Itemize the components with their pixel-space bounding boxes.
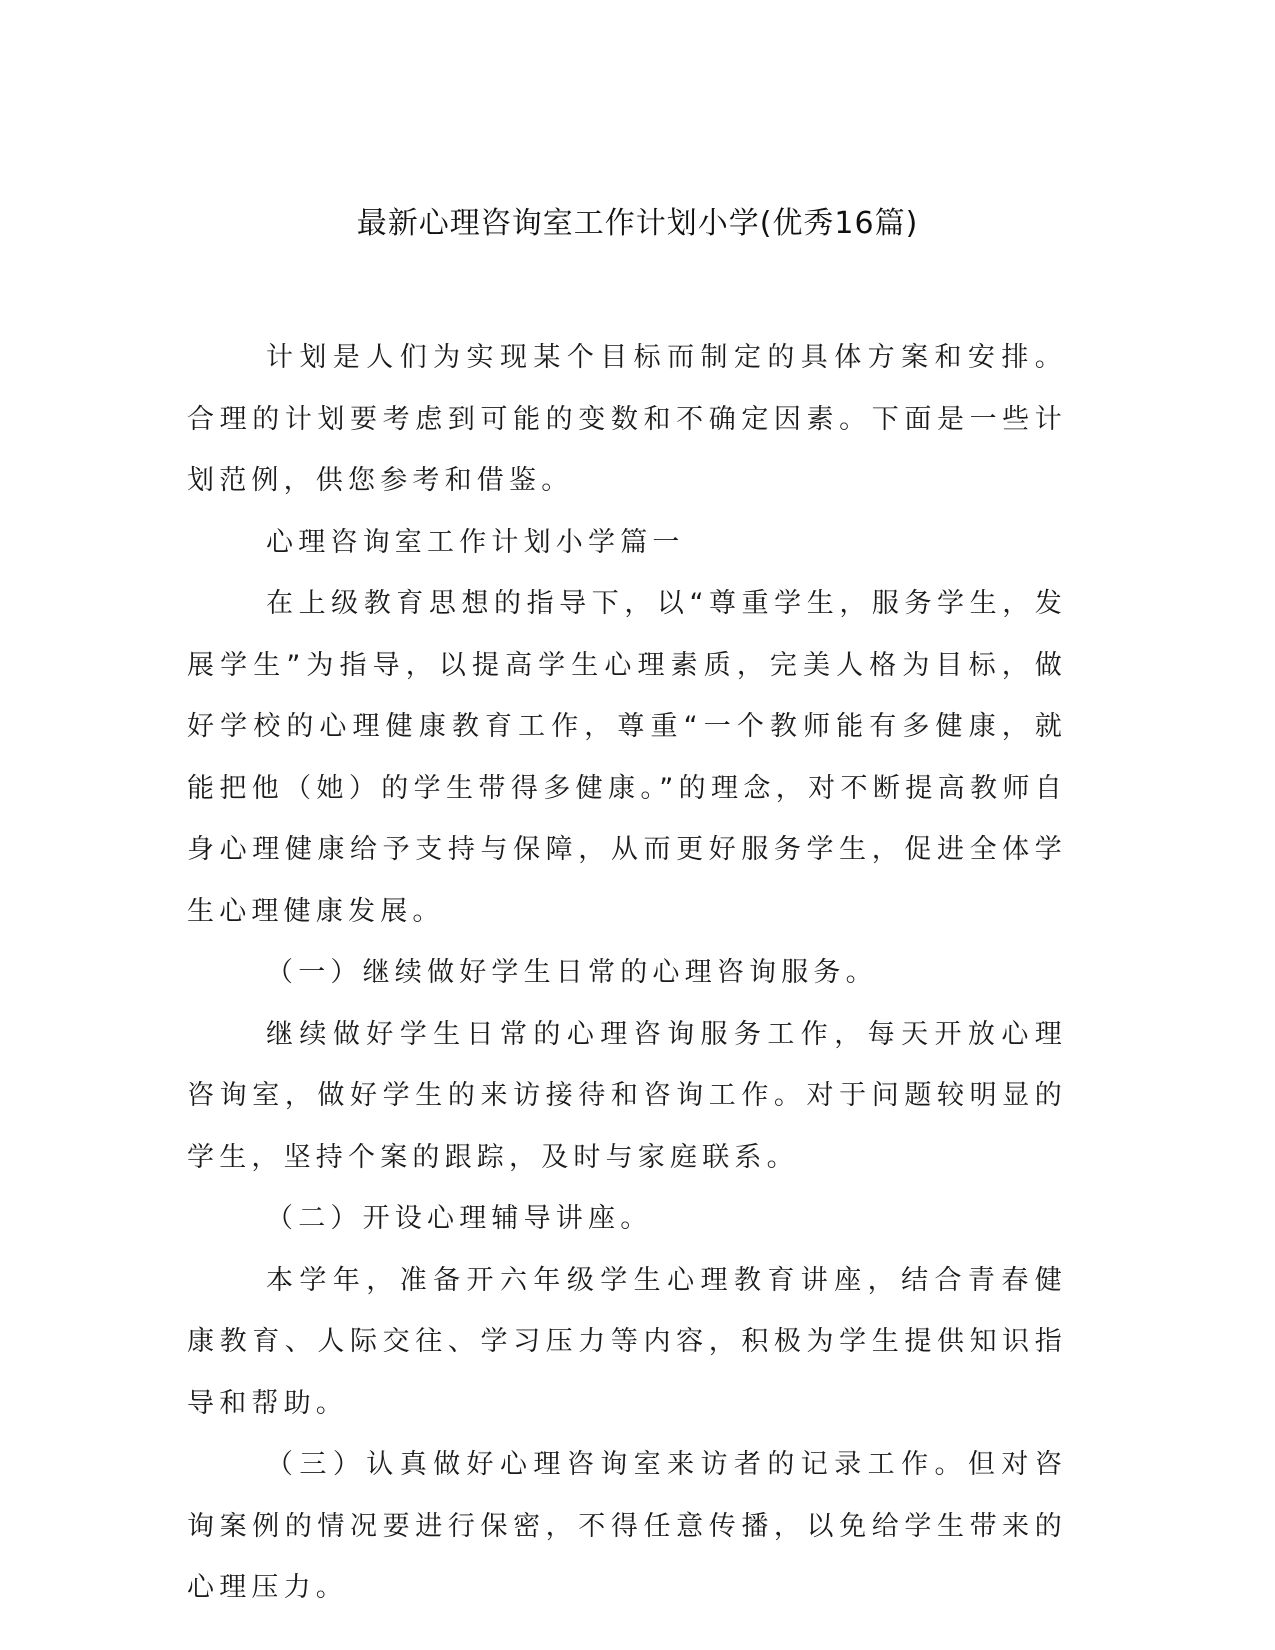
body-paragraph: （三）认真做好心理咨询室来访者的记录工作。但对咨询案例的情况要进行保密，不得任意传播，以免给学生带来的心理压力。 — [187, 1449, 1067, 1603]
body-paragraph: 继续做好学生日常的心理咨询服务工作，每天开放心理咨询室，做好学生的来访接待和咨询工作。对于问题较明显的学生，坚持个案的跟踪，及时与家庭联系。 — [187, 1018, 1067, 1173]
intro-paragraph: 计划是人们为实现某个目标而制定的具体方案和安排。合理的计划要考虑到可能的变数和不确定因素。下面是一些计划范例，供您参考和借鉴。 — [187, 342, 1067, 496]
document-body — [187, 327, 1067, 1619]
subsection-heading: （二）开设心理辅导讲座。 — [266, 1203, 653, 1234]
body-paragraph: 在上级教育思想的指导下，以“尊重学生，服务学生，发展学生”为指导，以提高学生心理素质，完美人格为目标，做好学校的心理健康教育工作，尊重“一个教师能有多健康，就能把他（她）的学生带得多健康。”的理念，对不断提高教师自身心理健康给予支持与保障，从而更好服务学生，促进全体学生心理健康发展。 — [187, 588, 1067, 927]
document-title: 最新心理咨询室工作计划小学(优秀16篇) — [356, 206, 919, 241]
body-paragraph: 本学年，准备开六年级学生心理教育讲座，结合青春健康教育、人际交往、学习压力等内容，积极为学生提供知识指导和帮助。 — [187, 1264, 1067, 1419]
section-heading: 心理咨询室工作计划小学篇一 — [266, 526, 685, 558]
subsection-heading: （一）继续做好学生日常的心理咨询服务。 — [266, 957, 878, 988]
